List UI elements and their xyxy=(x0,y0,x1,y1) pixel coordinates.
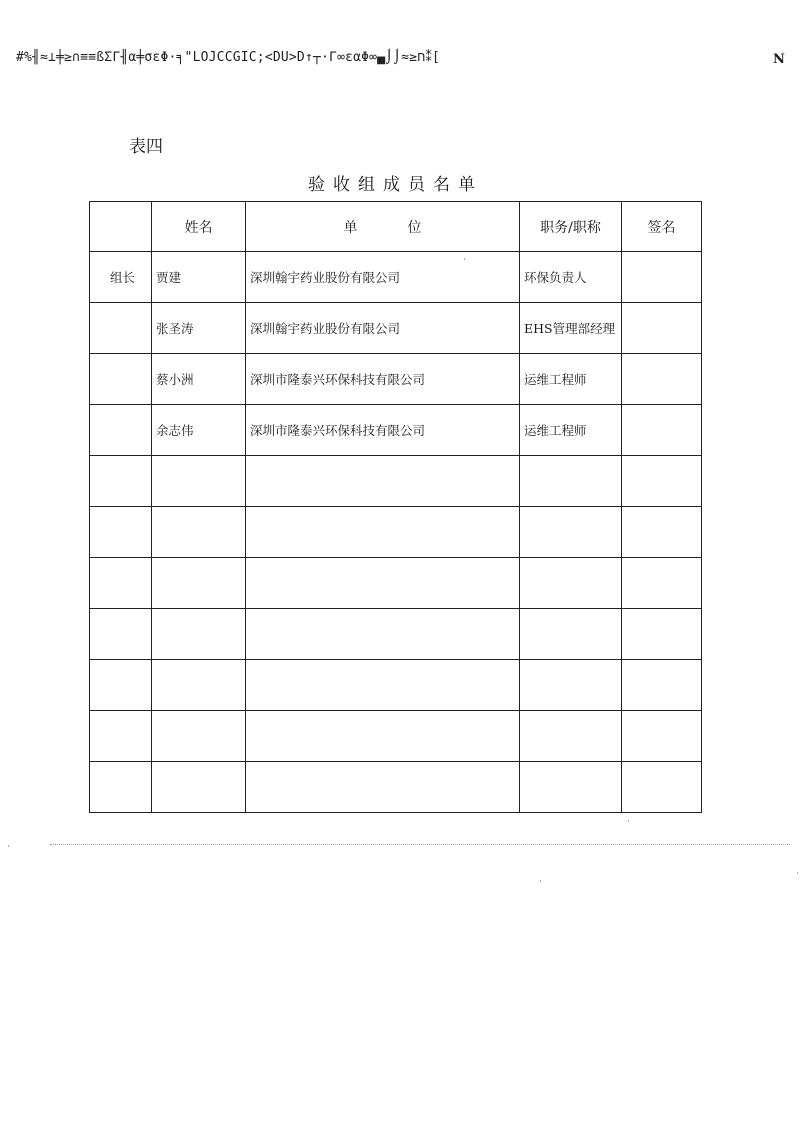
table-row xyxy=(90,507,702,558)
cell-unit: 深圳市隆泰兴环保科技有限公司 xyxy=(246,405,520,456)
cell-unit xyxy=(246,711,520,762)
column-header-name: 姓名 xyxy=(152,202,246,252)
cell-role xyxy=(90,558,152,609)
column-header-position: 职务/职称 xyxy=(520,202,622,252)
cell-signature[interactable] xyxy=(622,252,702,303)
cell-signature[interactable] xyxy=(622,354,702,405)
cell-role xyxy=(90,456,152,507)
cell-role: 组长 xyxy=(90,252,152,303)
cell-unit: 深圳翰宇药业股份有限公司 xyxy=(246,303,520,354)
cell-signature[interactable] xyxy=(622,507,702,558)
cell-position xyxy=(520,609,622,660)
table-row xyxy=(90,762,702,813)
cell-name xyxy=(152,762,246,813)
cell-name xyxy=(152,507,246,558)
cell-signature[interactable] xyxy=(622,558,702,609)
cell-unit xyxy=(246,507,520,558)
member-roster-table xyxy=(89,201,702,813)
scan-speck xyxy=(8,845,9,847)
table-row xyxy=(90,303,702,354)
cell-role xyxy=(90,507,152,558)
cell-unit xyxy=(246,660,520,711)
cell-unit xyxy=(246,762,520,813)
cell-name: 蔡小洲 xyxy=(152,354,246,405)
page-mark: N xyxy=(773,52,785,67)
cell-position: EHS管理部经理 xyxy=(520,303,622,354)
table-row xyxy=(90,252,702,303)
table-row xyxy=(90,405,702,456)
cell-name xyxy=(152,456,246,507)
cell-name: 贾建 xyxy=(152,252,246,303)
cell-signature[interactable] xyxy=(622,762,702,813)
cell-unit xyxy=(246,609,520,660)
cell-unit xyxy=(246,558,520,609)
dotted-separator xyxy=(50,844,790,846)
cell-role xyxy=(90,405,152,456)
table-row xyxy=(90,660,702,711)
cell-name: 张圣涛 xyxy=(152,303,246,354)
table-row xyxy=(90,456,702,507)
cell-name xyxy=(152,711,246,762)
scan-speck xyxy=(540,880,541,882)
cell-role xyxy=(90,354,152,405)
cell-name: 余志伟 xyxy=(152,405,246,456)
cell-position xyxy=(520,762,622,813)
column-header-unit: 单位 xyxy=(246,202,520,252)
column-header-signature: 签名 xyxy=(622,202,702,252)
cell-signature[interactable] xyxy=(622,405,702,456)
cell-signature[interactable] xyxy=(622,456,702,507)
scan-speck xyxy=(628,820,629,822)
table-row xyxy=(90,558,702,609)
table-row xyxy=(90,354,702,405)
cell-position xyxy=(520,711,622,762)
cell-unit: 深圳市隆泰兴环保科技有限公司 xyxy=(246,354,520,405)
table-header-row xyxy=(90,202,702,252)
cell-role xyxy=(90,762,152,813)
cell-name xyxy=(152,558,246,609)
cell-name xyxy=(152,660,246,711)
cell-unit: 深圳翰宇药业股份有限公司 xyxy=(246,252,520,303)
scan-speck xyxy=(464,258,465,260)
table-row xyxy=(90,711,702,762)
garbled-header-line: #%╢≈⊥╪≥∩≡≡ßΣΓ╢α╪σεΦ·╕"LOJCCGIC;<DU>D↑┬·Γ∞εαΦ∞▄⌡⌡≈≥ח⁑[ xyxy=(16,50,441,65)
column-header-role xyxy=(90,202,152,252)
cell-position xyxy=(520,660,622,711)
cell-signature[interactable] xyxy=(622,303,702,354)
cell-position xyxy=(520,507,622,558)
table-label: 表四 xyxy=(129,137,163,157)
cell-role xyxy=(90,711,152,762)
cell-role xyxy=(90,660,152,711)
scan-speck xyxy=(797,872,798,874)
cell-position xyxy=(520,558,622,609)
cell-signature[interactable] xyxy=(622,711,702,762)
cell-position xyxy=(520,456,622,507)
cell-position: 运维工程师 xyxy=(520,405,622,456)
cell-name xyxy=(152,609,246,660)
cell-position: 环保负责人 xyxy=(520,252,622,303)
cell-unit xyxy=(246,456,520,507)
cell-signature[interactable] xyxy=(622,609,702,660)
cell-role xyxy=(90,609,152,660)
cell-role xyxy=(90,303,152,354)
cell-position: 运维工程师 xyxy=(520,354,622,405)
table-title: 验收组成员名单 xyxy=(308,175,483,195)
table-row xyxy=(90,609,702,660)
cell-signature[interactable] xyxy=(622,660,702,711)
